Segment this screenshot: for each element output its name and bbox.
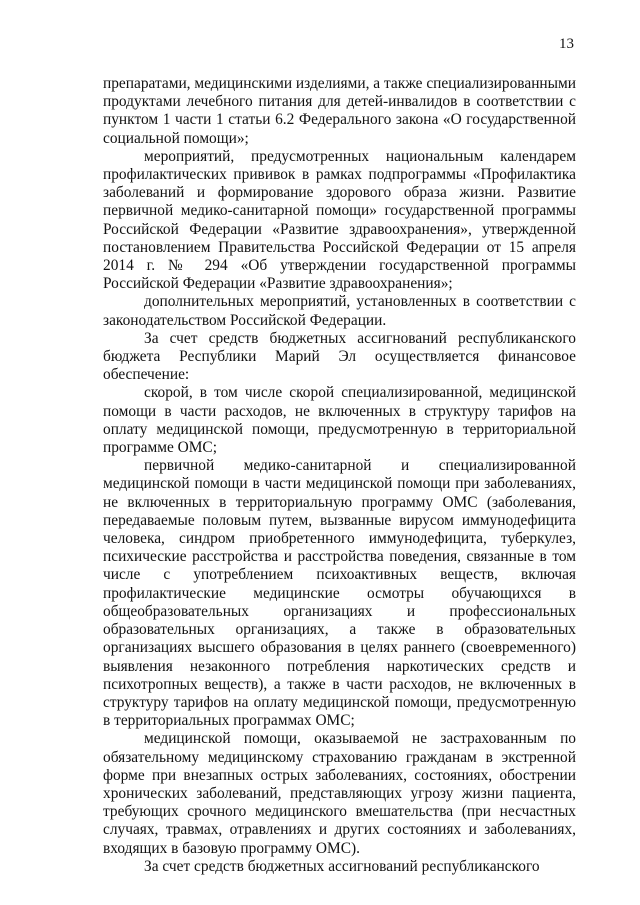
page-number: 13 (559, 36, 574, 52)
paragraph: За счет средств бюджетных ассигнований республиканского бюджета Республики Марий Эл осуществляется финансовое обеспечение: (103, 329, 576, 384)
paragraph: медицинской помощи, оказываемой не застрахованным по обязательному медицинскому страхованию гражданам в экстренной форме при внезапных острых заболеваниях, состояниях, обострении хронических заболеваний, представляющих угрозу жизни пациента, требующих срочного медицинского вмешательства (при несчастных случаях, травмах, отравлениях и других состояниях и заболеваниях, входящих в базовую программу ОМС). (103, 730, 576, 857)
paragraph: мероприятий, предусмотренных национальным календарем профилактических прививок в рамках подпрограммы «Профилактика заболеваний и формирование здорового образа жизни. Развитие первичной медико-санитарной помощи» государственной программы Российской Федерации «Развитие здравоохранения», утвержденной постановлением Правительства Российской Федерации от 15 апреля 2014 г. № 294 «Об утверждении государственной программы Российской Федерации «Развитие здравоохранения»; (103, 147, 576, 293)
paragraph: дополнительных мероприятий, установленных в соответствии с законодательством Российской Федерации. (103, 293, 576, 329)
paragraph: первичной медико-санитарной и специализированной медицинской помощи в части медицинской помощи при заболеваниях, не включенных в территориальную программу ОМС (заболевания, передаваемые половым путем, вызванные вирусом иммунодефицита человека, синдром приобретенного иммунодефицита, туберкулез, психические расстройства и расстройства поведения, связанные в том числе с употреблением психоактивных веществ, включая профилактические медицинские осмотры обучающихся в общеобразовательных организациях и профессиональных образовательных организациях, а также в образовательных организациях высшего образования в целях раннего (своевременного) выявления незаконного потребления наркотических средств и психотропных веществ), а также в части расходов, не включенных в структуру тарифов на оплату медицинской помощи, предусмотренную в территориальных программах ОМС; (103, 457, 576, 730)
paragraph: За счет средств бюджетных ассигнований республиканского (144, 857, 540, 875)
paragraph: скорой, в том числе скорой специализированной, медицинской помощи в части расходов, не включенных в структуру тарифов на оплату медицинской помощи, предусмотренную в территориальной программе ОМС; (103, 384, 576, 457)
paragraph: препаратами, медицинскими изделиями, а также специализированными продуктами лечебного питания для детей-инвалидов в соответствии с пунктом 1 части 1 статьи 6.2 Федерального закона «О государственной социальной помощи»; (103, 75, 576, 147)
document-body (103, 75, 576, 876)
